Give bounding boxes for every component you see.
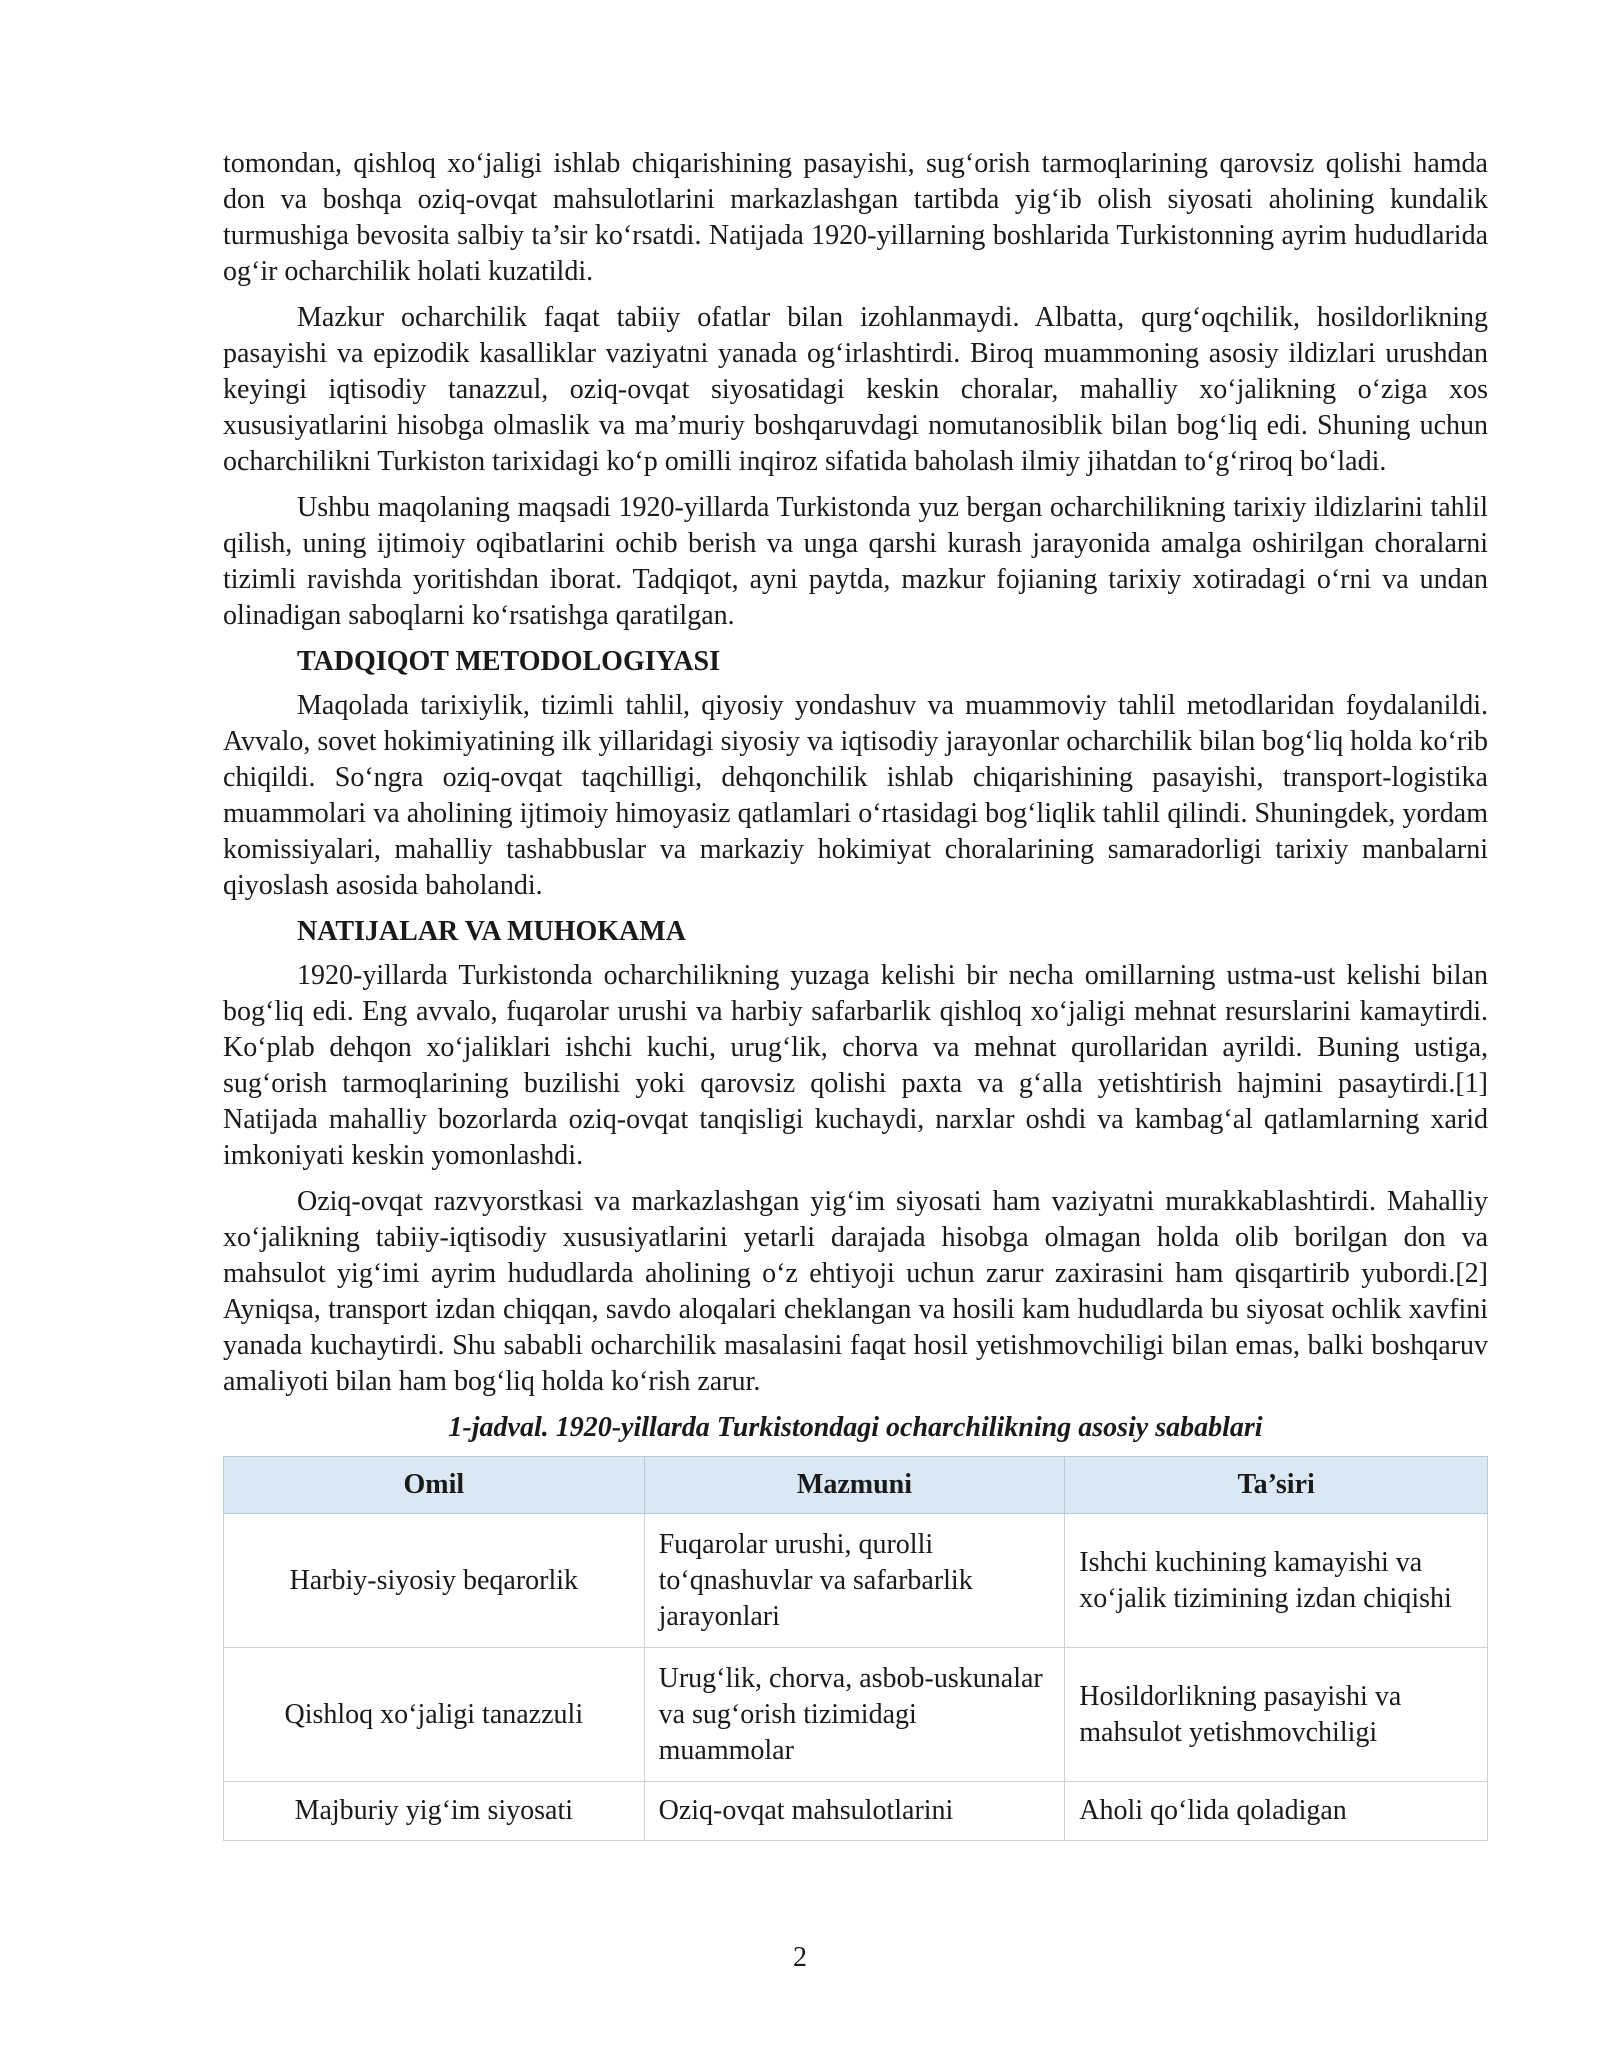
causes-table xyxy=(223,1456,1488,1841)
table-cell: Fuqarolar urushi, qurolli to‘qnashuvlar va safarbarlik jarayonlari xyxy=(644,1514,1065,1648)
table-row xyxy=(224,1514,1488,1648)
table-cell: Hosildorlikning pasayishi va mahsulot yetishmovchiligi xyxy=(1065,1648,1488,1782)
body-paragraph: Mazkur ocharchilik faqat tabiiy ofatlar bilan izohlanmaydi. Albatta, qurg‘oqchilik, hosildorlikning pasayishi va epizodik kasalliklar vaziyatni yanada og‘irlashtirdi. Biroq muammoning asosiy ildizlari urushdan keyingi iqtisodiy tanazzul, oziq-ovqat siyosatidagi keskin choralar, mahalliy xo‘jalikning o‘ziga xos xususiyatlarini hisobga olmaslik va ma’muriy boshqaruvdagi nomutanosiblik bilan bog‘liq edi. Shuning uchun ocharchilikni Turkiston tarixidagi ko‘p omilli inqiroz sifatida baholash ilmiy jihatdan to‘g‘riroq bo‘ladi. xyxy=(223,302,1488,477)
table-header-row xyxy=(224,1457,1488,1514)
body-paragraph: tomondan, qishloq xo‘jaligi ishlab chiqarishining pasayishi, sug‘orish tarmoqlarining qarovsiz qolishi hamda don va boshqa oziq-ovqat mahsulotlarini markazlashgan tartibda yig‘ib olish siyosati aholining kundalik turmushiga bevosita salbiy ta’sir ko‘rsatdi. Natijada 1920-yillarning boshlarida Turkistonning ayrim hududlarida og‘ir ocharchilik holati kuzatildi. xyxy=(223,148,1488,287)
table-cell: Ishchi kuchining kamayishi va xo‘jalik tizimining izdan chiqishi xyxy=(1065,1514,1488,1648)
page-number: 2 xyxy=(793,1942,807,1973)
table-cell: Qishloq xo‘jaligi tanazzuli xyxy=(224,1648,645,1782)
table-header-cell: Ta’siri xyxy=(1065,1457,1488,1514)
body-paragraph: Maqolada tarixiylik, tizimli tahlil, qiyosiy yondashuv va muammoviy tahlil metodlaridan foydalanildi. Avvalo, sovet hokimiyatining ilk yillaridagi siyosiy va iqtisodiy jarayonlar ocharchilik bilan bog‘liq holda ko‘rib chiqildi. So‘ngra oziq-ovqat taqchilligi, dehqonchilik ishlab chiqarishining pasayishi, transport-logistika muammolari va aholining ijtimoiy himoyasiz qatlamlari o‘rtasidagi bog‘liqlik tahlil qilindi. Shuningdek, yordam komissiyalari, mahalliy tashabbuslar va markaziy hokimiyat choralarining samaradorligi tarixiy manbalarni qiyoslash asosida baholandi. xyxy=(223,690,1488,901)
table-cell: Urug‘lik, chorva, asbob-uskunalar va sug‘orish tizimidagi muammolar xyxy=(644,1648,1065,1782)
table-row xyxy=(224,1782,1488,1841)
body-paragraph: Oziq-ovqat razvyorstkasi va markazlashgan yig‘im siyosati ham vaziyatni murakkablashtirdi. Mahalliy xo‘jalikning tabiiy-iqtisodiy xususiyatlarini yetarli darajada hisobga olmagan holda olib borilgan don va mahsulot yig‘imi ayrim hududlarda aholining o‘z ehtiyoji uchun zarur zaxirasini ham qisqartirib yubordi.[2] Ayniqsa, transport izdan chiqqan, savdo aloqalari cheklangan va hosili kam hududlarda bu siyosat ochlik xavfini yanada kuchaytirdi. Shu sababli ocharchilik masalasini faqat hosil yetishmovchiligi bilan emas, balki boshqaruv amaliyoti bilan ham bog‘liq holda ko‘rish zarur. xyxy=(223,1186,1488,1397)
table-header-cell: Omil xyxy=(224,1457,645,1514)
table-cell: Majburiy yig‘im siyosati xyxy=(224,1782,645,1841)
table-header-cell: Mazmuni xyxy=(644,1457,1065,1514)
section-heading-results: NATIJALAR VA MUHOKAMA xyxy=(297,916,686,947)
table-cell: Oziq-ovqat mahsulotlarini xyxy=(644,1782,1065,1841)
table-cell: Harbiy-siyosiy beqarorlik xyxy=(224,1514,645,1648)
section-heading-methodology: TADQIQOT METODOLOGIYASI xyxy=(297,646,720,677)
body-paragraph: Ushbu maqolaning maqsadi 1920-yillarda Turkistonda yuz bergan ocharchilikning tarixiy ildizlarini tahlil qilish, uning ijtimoiy oqibatlarini ochib berish va unga qarshi kurash jarayonida amalga oshirilgan choralarni tizimli ravishda yoritishdan iborat. Tadqiqot, ayni paytda, mazkur fojianing tarixiy xotiradagi o‘rni va undan olinadigan saboqlarni ko‘rsatishga qaratilgan. xyxy=(223,492,1488,631)
table-caption: 1-jadval. 1920-yillarda Turkistondagi ocharchilikning asosiy sabablari xyxy=(448,1412,1263,1443)
body-paragraph: 1920-yillarda Turkistonda ocharchilikning yuzaga kelishi bir necha omillarning ustma-ust kelishi bilan bog‘liq edi. Eng avvalo, fuqarolar urushi va harbiy safarbarlik qishloq xo‘jaligi mehnat resurslarini kamaytirdi. Ko‘plab dehqon xo‘jaliklari ishchi kuchi, urug‘lik, chorva va mehnat qurollaridan ayrildi. Buning ustiga, sug‘orish tarmoqlarining buzilishi yoki qarovsiz qolishi paxta va g‘alla yetishtirish hajmini pasaytirdi.[1] Natijada mahalliy bozorlarda oziq-ovqat tanqisligi kuchaydi, narxlar oshdi va kambag‘al qatlamlarning xarid imkoniyati keskin yomonlashdi. xyxy=(223,960,1488,1171)
document-page xyxy=(223,146,1488,1841)
table-cell: Aholi qo‘lida qoladigan xyxy=(1065,1782,1488,1841)
table-row xyxy=(224,1648,1488,1782)
